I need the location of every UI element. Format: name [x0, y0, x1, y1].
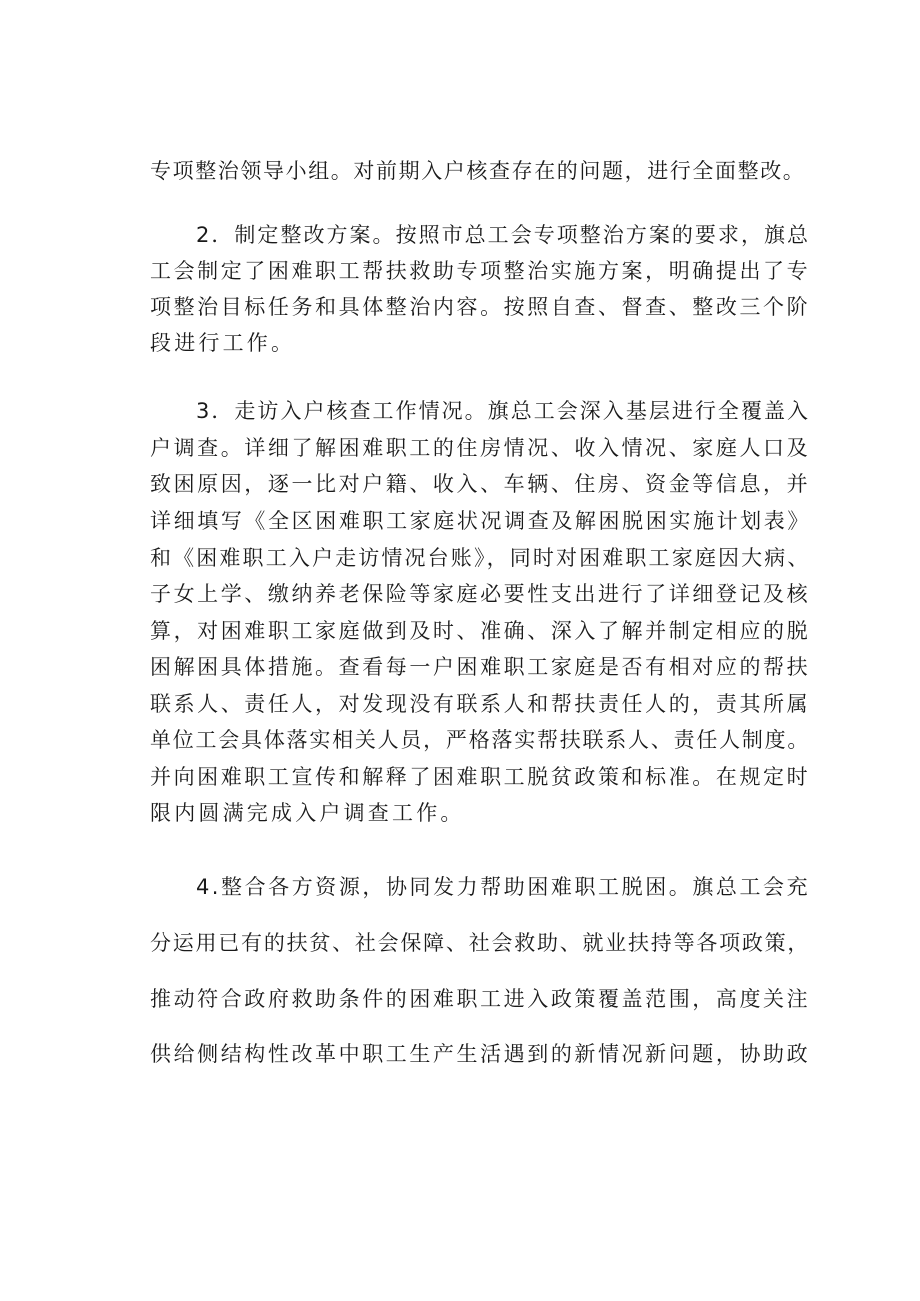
text-line: 详细填写《全区困难职工家庭状况调查及解困脱困实施计划表》 — [150, 509, 810, 533]
text-line: 2．制定整改方案。按照市总工会专项整治方案的要求，旗总 — [196, 223, 810, 247]
text-line: 致困原因，逐一比对户籍、收入、车辆、住房、资金等信息，并 — [150, 472, 810, 496]
text-line: 单位工会具体落实相关人员，严格落实帮扶联系人、责任人制度。 — [150, 728, 810, 752]
text-line: 算，对困难职工家庭做到及时、准确、深入了解并制定相应的脱 — [150, 619, 810, 643]
text-line: 并向困难职工宣传和解释了困难职工脱贫政策和标准。在规定时 — [150, 765, 810, 789]
text-line: 4.整合各方资源，协同发力帮助困难职工脱困。旗总工会充 — [196, 875, 810, 899]
text-line: 供给侧结构性改革中职工生产生活遇到的新情况新问题，协助政 — [150, 1042, 810, 1066]
text-line: 专项整治领导小组。对前期入户核查存在的问题，进行全面整改。 — [150, 159, 806, 183]
text-line: 子女上学、缴纳养老保险等家庭必要性支出进行了详细登记及核 — [150, 582, 810, 606]
text-line: 户调查。详细了解困难职工的住房情况、收入情况、家庭人口及 — [150, 436, 810, 460]
text-line: 工会制定了困难职工帮扶救助专项整治实施方案，明确提出了专 — [150, 259, 810, 283]
text-line: 段进行工作。 — [150, 331, 296, 355]
text-line: 推动符合政府救助条件的困难职工进入政策覆盖范围，高度关注 — [150, 987, 810, 1011]
text-line: 限内圆满完成入户调查工作。 — [150, 801, 465, 825]
text-line: 和《困难职工入户走访情况台账》，同时对困难职工家庭因大病、 — [150, 546, 810, 570]
text-line: 联系人、责任人，对发现没有联系人和帮扶责任人的，责其所属 — [150, 692, 810, 716]
text-line: 项整治目标任务和具体整治内容。按照自查、督查、整改三个阶 — [150, 295, 810, 319]
text-line: 3．走访入户核查工作情况。旗总工会深入基层进行全覆盖入 — [196, 399, 810, 423]
text-line: 分运用已有的扶贫、社会保障、社会救助、就业扶持等各项政策， — [150, 931, 810, 955]
text-line: 困解困具体措施。查看每一户困难职工家庭是否有相对应的帮扶 — [150, 655, 810, 679]
